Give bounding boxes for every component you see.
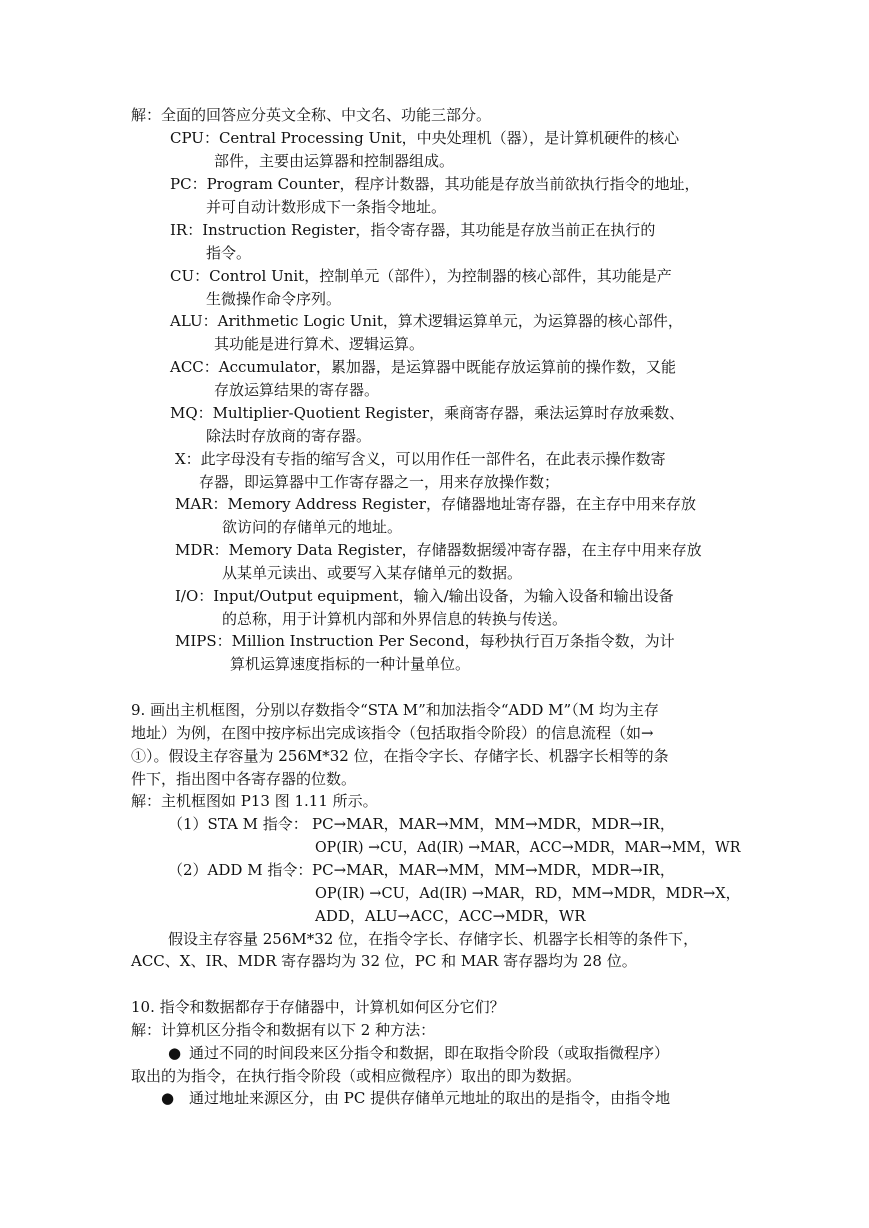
term-ir-line2: 指令。	[206, 244, 252, 262]
add-line-1: PC→MAR，MAR→MM，MM→MDR，MDR→IR，	[312, 861, 675, 879]
question-9-line-2: 地址）为例，在图中按序标出完成该指令（包括取指令阶段）的信息流程（如→	[131, 724, 654, 742]
term-cpu-line1: CPU：Central Processing Unit，中央处理机（器），是计算机硬件的核心	[170, 129, 680, 147]
add-line-2: OP(IR) →CU，Ad(IR) →MAR，RD，MM→MDR，MDR→X，	[315, 884, 741, 902]
term-mdr-line1: MDR：Memory Data Register，存储器数据缓冲寄存器，在主存中用来存放	[175, 541, 702, 559]
add-line-3: ADD，ALU→ACC，ACC→MDR，WR	[315, 907, 586, 925]
bullet-1-line-1: 通过不同的时间段来区分指令和数据，即在取指令阶段（或取指微程序）	[189, 1044, 670, 1062]
term-cu-line2: 生微操作命令序列。	[206, 290, 342, 308]
bullet-1-line-2: 取出的为指令，在执行指令阶段（或相应微程序）取出的即为数据。	[131, 1067, 582, 1085]
question-9-line-3: ①）。假设主存容量为 256M*32 位，在指令字长、存储字长、机器字长相等的条	[131, 747, 669, 765]
sta-line-2: OP(IR) →CU，Ad(IR) →MAR，ACC→MDR，MAR→MM，WR	[315, 838, 741, 856]
term-mq-line2: 除法时存放商的寄存器。	[206, 427, 372, 445]
term-cu-line1: CU：Control Unit，控制单元（部件），为控制器的核心部件，其功能是产	[170, 267, 672, 285]
term-mips-line2: 算机运算速度指标的一种计量单位。	[230, 655, 471, 673]
question-10-text: 10. 指令和数据都存于存储器中，计算机如何区分它们？	[131, 998, 505, 1016]
term-ir-line1: IR：Instruction Register，指令寄存器，其功能是存放当前正在执行的	[170, 221, 656, 239]
sta-label: （1）STA M 指令：	[168, 815, 308, 833]
term-cpu-line2: 部件，主要由运算器和控制器组成。	[214, 152, 455, 170]
answer-intro: 解：全面的回答应分英文全称、中文名、功能三部分。	[131, 106, 492, 124]
sta-line-1: PC→MAR，MAR→MM，MM→MDR，MDR→IR，	[312, 815, 675, 833]
term-mips-line1: MIPS：Million Instruction Per Second，每秒执行百万条指令数，为计	[175, 632, 675, 650]
bullet-icon: ●	[168, 1044, 182, 1062]
term-io-line1: I/O：Input/Output equipment，输入/输出设备，为输入设备和输出设备	[175, 587, 674, 605]
term-mar-line1: MAR：Memory Address Register，存储器地址寄存器，在主存中用来存放	[175, 495, 696, 513]
conclusion-line-2: ACC、X、IR、MDR 寄存器均为 32 位，PC 和 MAR 寄存器均为 28 位。	[131, 952, 637, 970]
term-mar-line2: 欲访问的存储单元的地址。	[222, 518, 403, 536]
question-9-line-4: 件下，指出图中各寄存器的位数。	[131, 770, 357, 788]
term-alu-line2: 其功能是进行算术、逻辑运算。	[214, 335, 425, 353]
question-10-answer: 解：计算机区分指令和数据有以下 2 种方法：	[131, 1021, 436, 1039]
term-mdr-line2: 从某单元读出、或要写入某存储单元的数据。	[222, 564, 523, 582]
bullet-icon: ●	[161, 1089, 175, 1107]
term-acc-line2: 存放运算结果的寄存器。	[214, 381, 380, 399]
term-x-line2: 存器，即运算器中工作寄存器之一，用来存放操作数；	[199, 473, 560, 491]
question-9-answer: 解：主机框图如 P13 图 1.11 所示。	[131, 792, 378, 810]
term-pc-line1: PC：Program Counter，程序计数器，其功能是存放当前欲执行指令的地址，	[170, 175, 700, 193]
bullet-2-line-1: 通过地址来源区分，由 PC 提供存储单元地址的取出的是指令，由指令地	[189, 1089, 671, 1107]
question-9-line-1: 9. 画出主机框图，分别以存数指令“STA M”和加法指令“ADD M”（M 均为主存	[131, 701, 659, 719]
term-alu-line1: ALU：Arithmetic Logic Unit，算术逻辑运算单元，为运算器的核心部件，	[170, 312, 683, 330]
term-mq-line1: MQ：Multiplier-Quotient Register，乘商寄存器，乘法运算时存放乘数、	[170, 404, 685, 422]
conclusion-line-1: 假设主存容量 256M*32 位，在指令字长、存储字长、机器字长相等的条件下，	[168, 930, 699, 948]
term-x-line1: X：此字母没有专指的缩写含义，可以用作任一部件名，在此表示操作数寄	[175, 450, 666, 468]
term-io-line2: 的总称，用于计算机内部和外界信息的转换与传送。	[222, 610, 568, 628]
term-acc-line1: ACC：Accumulator，累加器，是运算器中既能存放运算前的操作数，又能	[170, 358, 676, 376]
add-label: （2）ADD M 指令：	[168, 861, 313, 879]
term-pc-line2: 并可自动计数形成下一条指令地址。	[206, 198, 447, 216]
